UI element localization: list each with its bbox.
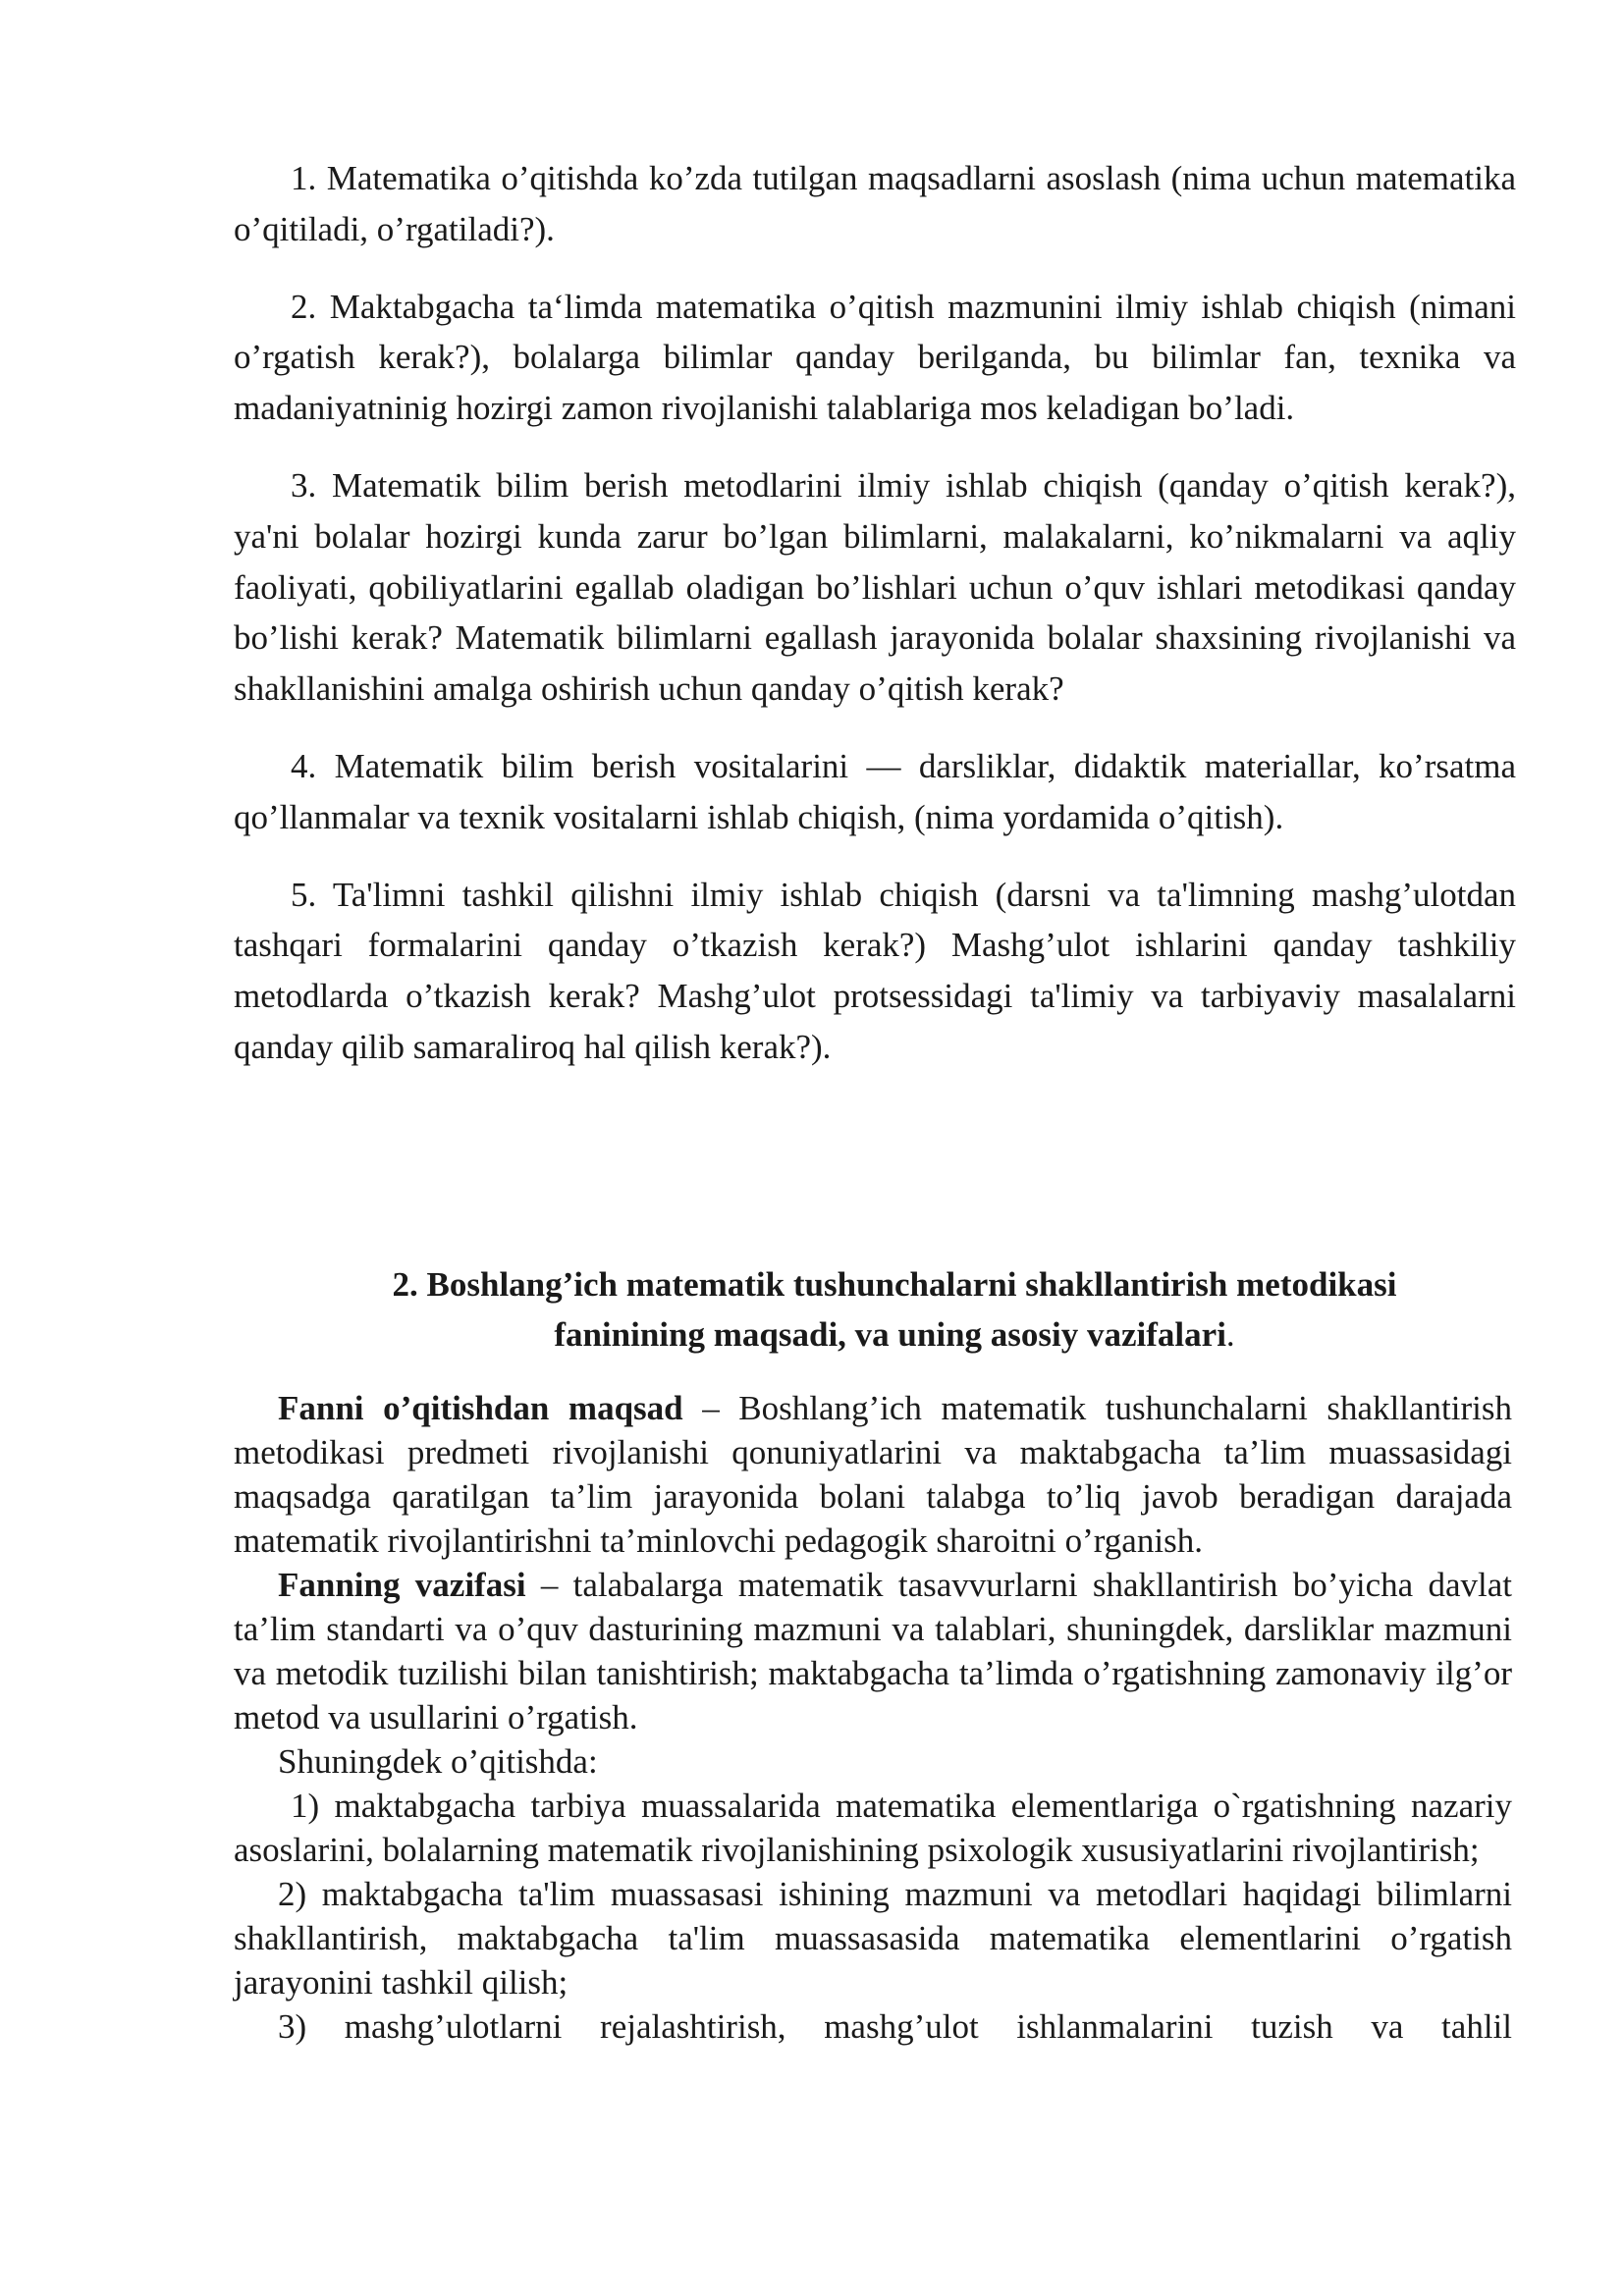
heading-line-1: 2. Boshlang’ich matematik tushunchalarni shakllantirish metodikasi bbox=[392, 1265, 1397, 1304]
point-1: 1. Matematika o’qitishda ko’zda tutilgan maqsadlarni asoslash (nima uchun matematika o’qitiladi, o’rgatiladi?). bbox=[234, 159, 1516, 248]
goal-term: Fanni o’qitishdan maqsad bbox=[278, 1389, 683, 1427]
also-line: Shuningdek o’qitishda: bbox=[278, 1742, 598, 1781]
point-3: 3. Matematik bilim berish metodlarini ilmiy ishlab chiqish (qanday o’qitish kerak?), ya'ni bolalar hozirgi kunda zarur bo’lgan bilimlarni, malakalarni, ko’nikmalarni va aqliy faoliyati, qobiliyatlarini egallab oladigan bo’lishlari uchun o’quv ishlari metodikasi qanday bo’lishi kerak? Matematik bilimlarni egallash jarayonida bolalar shaxsining rivojlanishi va shakllanishini amalga oshirish uchun qanday o’qitish kerak? bbox=[234, 465, 1516, 709]
list-item-1: 1) maktabgacha tarbiya muassalarida matematika elementlariga o`rgatishning nazariy asoslarini, bolalarning matematik rivojlanishining psixologik xususiyatlarini rivojlantirish; bbox=[234, 1787, 1512, 1869]
heading-line-2-text: faninining maqsadi, va uning asosiy vazifalari bbox=[554, 1315, 1226, 1354]
numbered-points bbox=[234, 153, 1516, 1099]
goal-paragraph bbox=[234, 1386, 1512, 1563]
task-term: Fanning vazifasi bbox=[278, 1566, 526, 1604]
course-description bbox=[234, 1386, 1512, 2049]
point-4: 4. Matematik bilim berish vositalarini — darsliklar, didaktik materiallar, ko’rsatma qo’llanmalar va texnik vositalarni ishlab chiqish, (nima yordamida o’qitish). bbox=[234, 746, 1516, 836]
point-5: 5. Ta'limni tashkil qilishni ilmiy ishlab chiqish (darsni va ta'limning mashg’ulotdan tashqari formalarini qanday o’tkazish kerak?) Mashg’ulot ishlarini qanday tashkiliy metodlarda o’tkazish kerak? Mashg’ulot protsessidagi ta'limiy va tarbiyaviy masalalarni qanday qilib samaraliroq hal qilish kerak?). bbox=[234, 875, 1516, 1066]
point-2: 2. Maktabgacha ta‘limda matematika o’qitish mazmunini ilmiy ishlab chiqish (nimani o’rgatish kerak?), bolalarga bilimlar qanday berilganda, bu bilimlar fan, texnika va madaniyatninig hozirgi zamon rivojlanishi talablariga mos keladigan bo’ladi. bbox=[234, 287, 1516, 428]
heading-period: . bbox=[1225, 1315, 1235, 1354]
task-text: – talabalarga matematik tasavvurlarni shakllantirish bo’yicha davlat ta’lim standarti va o’quv dasturining mazmuni va talablari, shuningdek, darsliklar mazmuni va metodik tuzilishi bilan tanishtirish; maktabgacha ta’limda o’rgatishning zamonaviy ilg’or metod va usullarini o’rgatish. bbox=[234, 1566, 1512, 1736]
task-paragraph bbox=[234, 1563, 1512, 1739]
section-heading bbox=[234, 1259, 1516, 1360]
heading-line-2 bbox=[234, 1309, 1516, 1360]
goal-text: – Boshlang’ich matematik tushunchalarni shakllantirish metodikasi predmeti rivojlanishi qonuniyatlarini va maktabgacha ta’lim muassasidagi maqsadga qaratilgan ta’lim jarayonida bolani talabga to’liq javob beradigan darajada matematik rivojlantirishni ta’minlovchi pedagogik sharoitni o’rganish. bbox=[234, 1389, 1512, 1560]
list-item-3: 3) mashg’ulotlarni rejalashtirish, mashg’ulot ishlanmalarini tuzish va tahlil bbox=[278, 2007, 1512, 2046]
list-item-2: 2) maktabgacha ta'lim muassasasi ishining mazmuni va metodlari haqidagi bilimlarni shakllantirish, maktabgacha ta'lim muassasasida matematika elementlarini o’rgatish jarayonini tashkil qilish; bbox=[234, 1875, 1512, 2002]
